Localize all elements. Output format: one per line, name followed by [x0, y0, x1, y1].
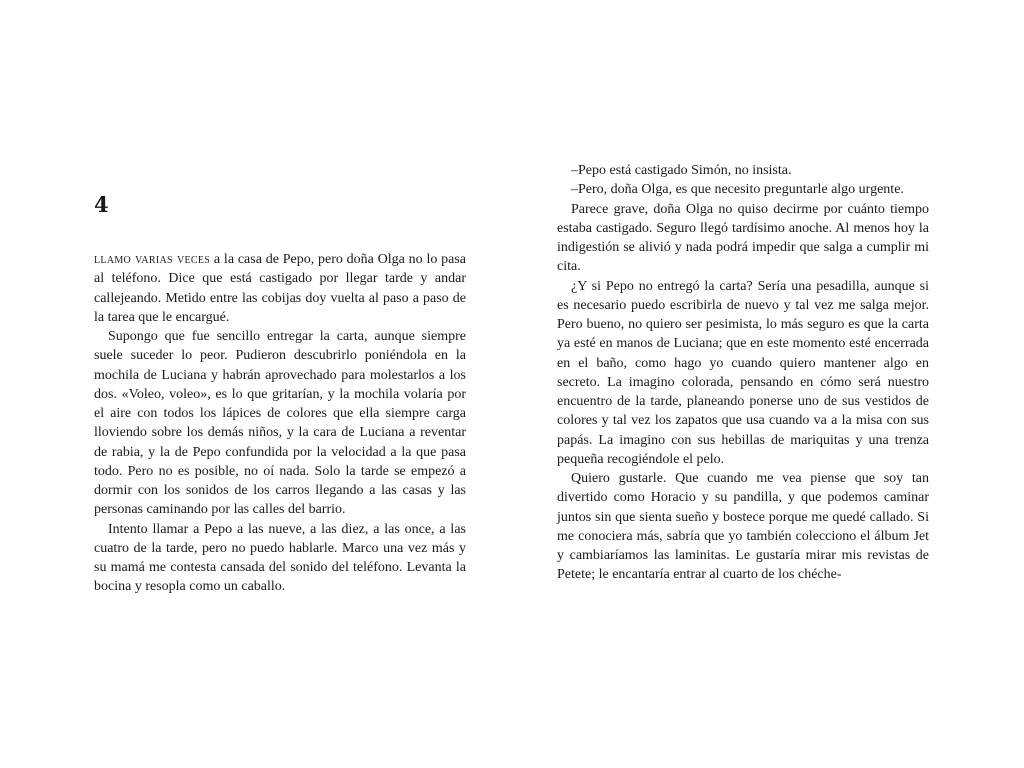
paragraph: Intento llamar a Pepo a las nueve, a las diez, a las once, a las cuatro de la tarde, pero no puedo hablarle. Marco una vez más y su mamá me contesta cansada del sonido del teléfono. Levanta la bocina y resopla como un caballo. — [94, 521, 466, 595]
dialogue-line: –Pepo está castigado Simón, no insista. — [571, 163, 792, 178]
dialogue-line: –Pero, doña Olga, es que necesito preguntarle algo urgente. — [571, 182, 904, 198]
opening-paragraph — [94, 250, 466, 327]
paragraph: Quiero gustarle. Que cuando me vea piense que soy tan divertido como Horacio y su pandilla, y que podemos caminar juntos sin que sienta sueño y bostece porque me quedé callado. Si me conociera más, sabría que yo también colecciono el álbum Jet y cambiaríamos las laminitas. Le gustaría mirar mis revistas de Petete; le encantaría entrar al cuarto de los chéche- — [557, 471, 929, 583]
opening-text: a la casa de Pepo, pero doña Olga no lo pasa al teléfono. Dice que está castigado por llegar tarde y andar callejeando. Metido entre las cobijas doy vuelta al paso a paso de la tarea que le encargué. — [94, 252, 466, 325]
right-page-text — [557, 161, 929, 585]
opening-small-caps: llamo varias veces — [94, 252, 211, 267]
paragraph: ¿Y si Pepo no entregó la carta? Sería una pesadilla, aunque si es necesario puedo escribirla de nuevo y tal vez me salga mejor. Pero bueno, no quiero ser pesimista, lo más seguro es que la carta ya esté en manos de Luciana; que en este momento esté encerrada en el baño, como hago yo cuando quiero mantener algo en secreto. La imagino colorada, pensando en cómo será nuestro encuentro de la tarde, planeando ponerse uno de sus vestidos de colores y tal vez los zapatos que usa cuando va a la misa con sus papás. La imagino con sus hebillas de mariquitas y una trenza pequeña recogiéndole el pelo. — [557, 278, 929, 467]
chapter-number: 4 — [94, 192, 109, 217]
paragraph: Parece grave, doña Olga no quiso decirme por cuánto tiempo estaba castigado. Seguro llegó tardísimo anoche. Al menos hoy la indigestión se alivió y nada podrá impedir que salga a cumplir mi cita. — [557, 201, 929, 275]
paragraph: Supongo que fue sencillo entregar la carta, aunque siempre suele suceder lo peor. Pudieron descubrirlo poniéndola en la mochila de Luciana y habrán aprovechado para molestarlos a los dos. «Voleo, voleo», es lo que gritarían, y la mochila volaría por el aire con todos los lápices de colores que ella siempre carga lloviendo sobre los demás niños, y la cara de Luciana a reventar de rabia, y la de Pepo confundida por la velocidad a la que pasa todo. Pero no es posible, no oí nada. Solo la tarde se empezó a dormir con los sonidos de los carros llegando a las casas y las personas caminando por las calles del barrio. — [94, 329, 466, 518]
left-page-text — [94, 250, 466, 597]
